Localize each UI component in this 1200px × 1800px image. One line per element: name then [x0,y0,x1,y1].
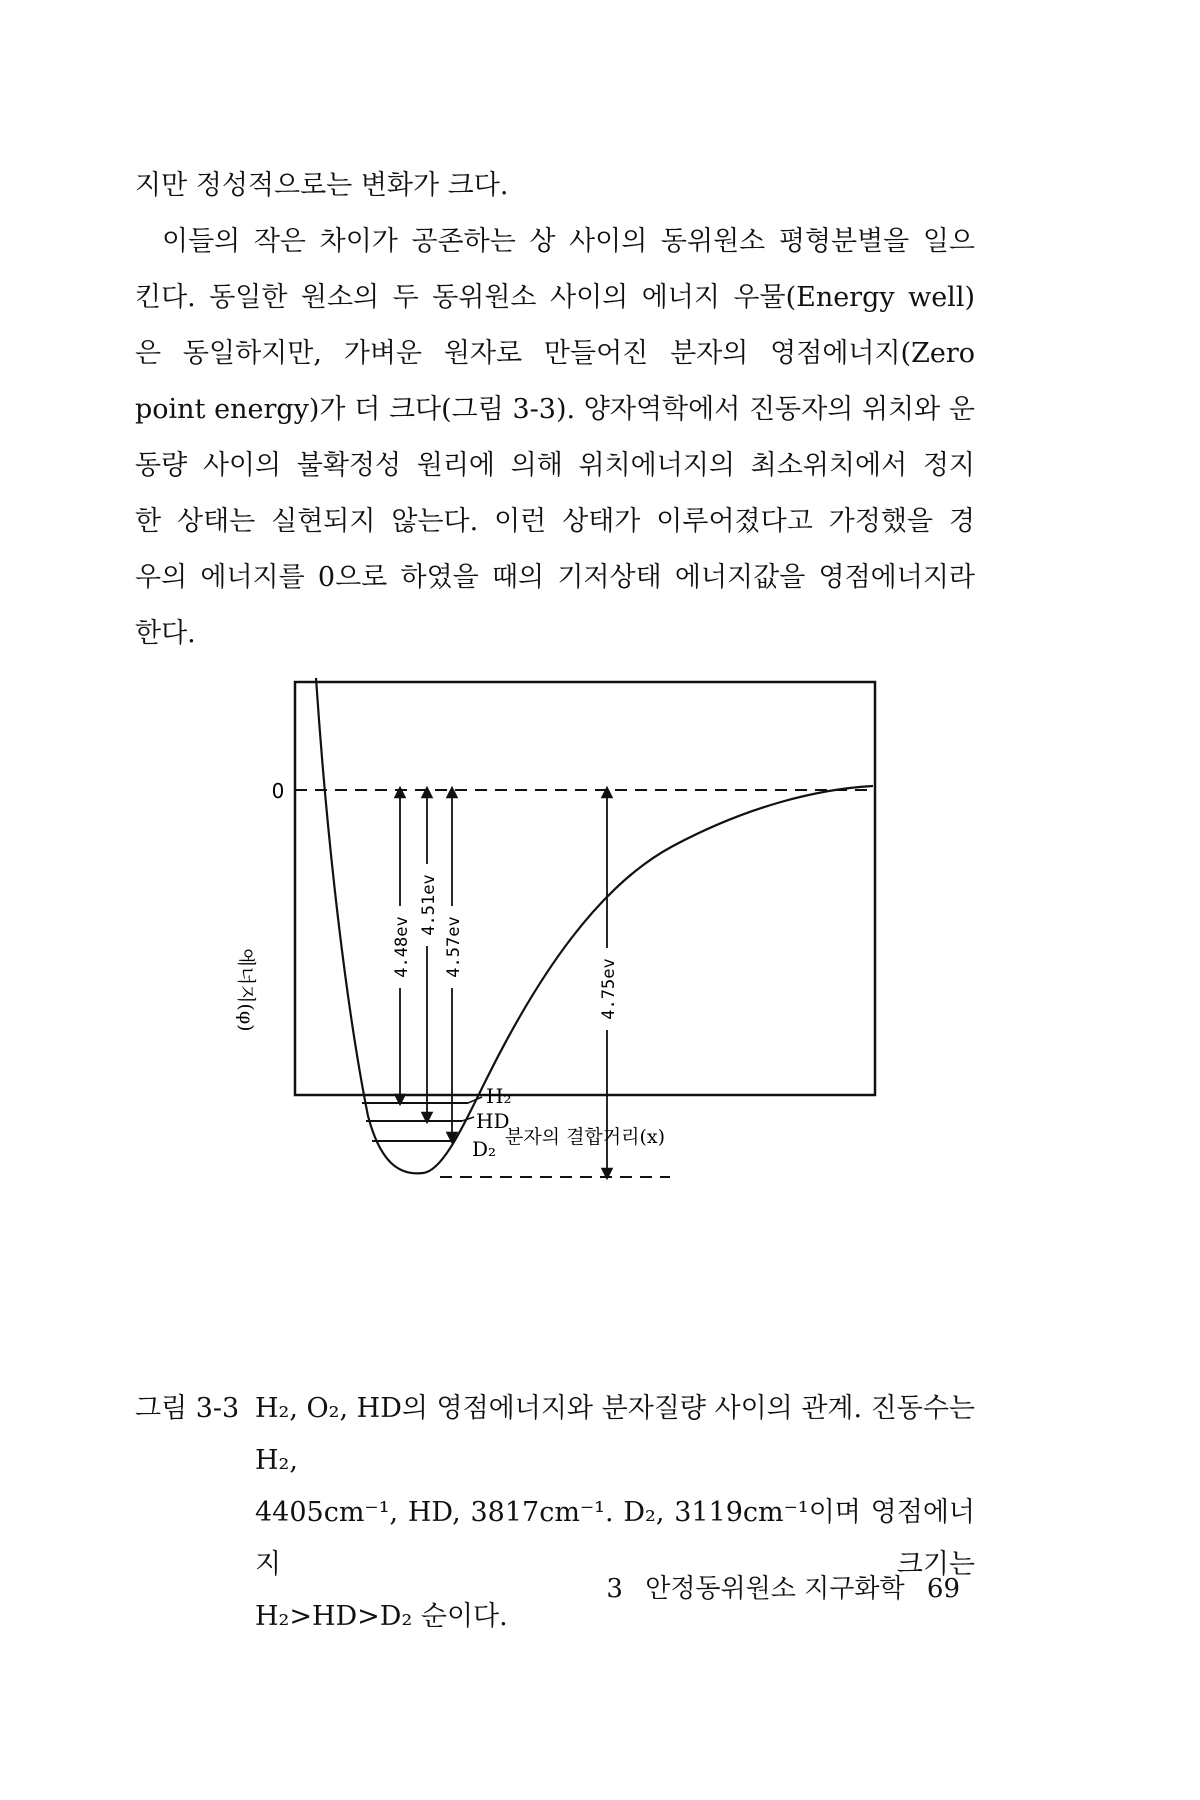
body-line: 동량 사이의 불확정성 원리에 의해 위치에너지의 최소위치에서 정지 [135,450,975,481]
arrow-label-4-75: 4.75ev [599,958,619,1020]
body-line: 지만 정성적으로는 변화가 크다. [135,170,509,201]
caption-line: H₂, O₂, HD의 영점에너지와 분자질량 사이의 관계. 진동수는 H₂, [255,1393,975,1476]
caption-line: H₂>HD>D₂ 순이다. [255,1601,508,1632]
body-line: 우의 에너지를 0으로 하였을 때의 기저상태 에너지값을 영점에너지라 [135,562,975,593]
plot-frame [295,682,875,1095]
y-axis-label: 에너지(φ) [235,948,257,1032]
body-line: 킨다. 동일한 원소의 두 동위원소 사이의 에너지 우물(Energy well) [135,282,975,313]
arrow-label-4-51: 4.51ev [419,874,439,936]
caption-label: 그림 3-3 [135,1393,240,1424]
level-label-hd: HD [476,1109,510,1133]
caption-line: 4405cm⁻¹, HD, 3817cm⁻¹. D₂, 3119cm⁻¹이며 영점에너지 크기는 [255,1497,975,1580]
page-footer [592,1568,960,1605]
body-line: point energy)가 더 크다(그림 3-3). 양자역학에서 진동자의 위치와 운 [135,394,975,425]
x-axis-label: 분자의 결합거리(x) [504,1126,666,1148]
body-line: 은 동일하지만, 가벼운 원자로 만들어진 분자의 영점에너지(Zero [135,338,975,369]
arrow-label-4-57: 4.57ev [444,916,464,978]
footer-title: 안정동위원소 지구화학 [645,1574,905,1604]
body-line: 한다. [135,618,196,649]
potential-energy-diagram [200,660,920,1320]
footer-chapter: 3 [606,1574,623,1604]
page-number: 69 [926,1574,960,1604]
level-label-h2: H₂ [486,1084,512,1108]
arrow-label-4-48: 4.48ev [392,916,412,978]
potential-energy-figure [200,660,920,1320]
zero-tick-label: 0 [271,779,285,803]
level-label-d2: D₂ [472,1137,497,1161]
body-line: 이들의 작은 차이가 공존하는 상 사이의 동위원소 평형분별을 일으 [162,226,975,257]
body-line: 한 상태는 실현되지 않는다. 이런 상태가 이루어졌다고 가정했을 경 [135,506,975,537]
body-paragraphs [135,158,975,662]
